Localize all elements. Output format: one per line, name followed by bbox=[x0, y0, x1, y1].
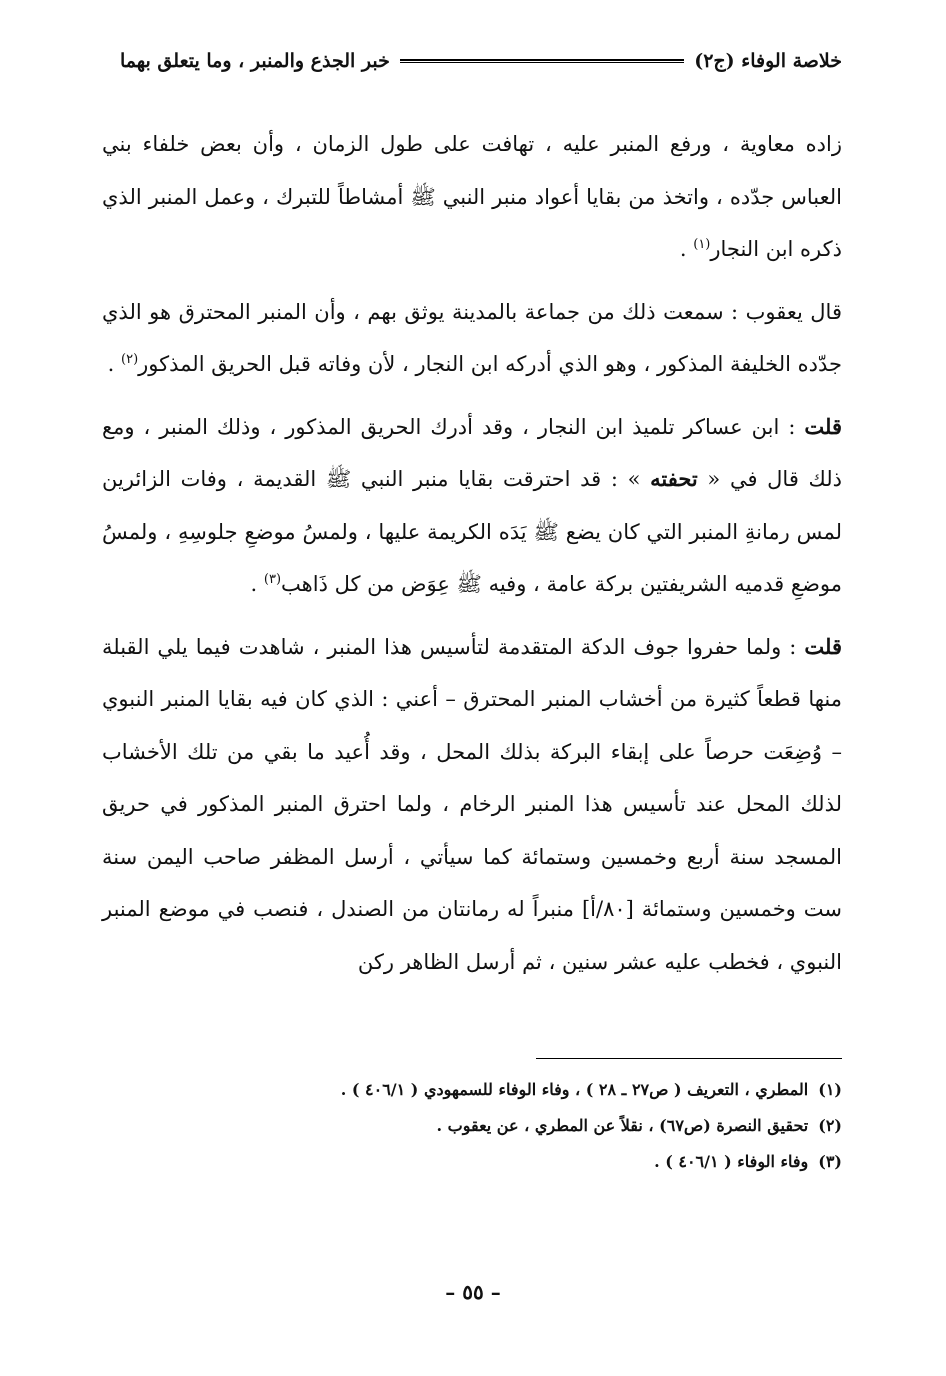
paragraph-tail: . bbox=[250, 572, 264, 596]
paragraph-1 bbox=[102, 118, 842, 276]
page-number: – ٥٥ – bbox=[445, 1280, 501, 1304]
header-rule bbox=[400, 59, 684, 63]
footnote-ref: (٢) bbox=[121, 352, 139, 367]
paragraph-2 bbox=[102, 286, 842, 391]
paragraph-lead: قلت bbox=[804, 413, 842, 439]
header-book-title: خلاصة الوفاء (ج٢) bbox=[694, 50, 842, 72]
header-chapter-title: خبر الجذع والمنبر ، وما يتعلق بهما bbox=[120, 50, 390, 72]
paragraph-tail: . bbox=[679, 237, 694, 261]
running-header bbox=[120, 44, 842, 78]
footnote-number: (٣) bbox=[818, 1152, 842, 1171]
footnote bbox=[102, 1108, 842, 1144]
footnote-number: (١) bbox=[818, 1080, 842, 1099]
book-title: تحفته bbox=[650, 466, 698, 491]
footnote-number: (٢) bbox=[818, 1116, 842, 1135]
footnote-separator bbox=[536, 1058, 842, 1059]
footnote-ref: (١) bbox=[693, 237, 711, 252]
paragraph-tail: . bbox=[107, 352, 121, 376]
paragraph-text: قال يعقوب : سمعت ذلك من جماعة بالمدينة يوثق بهم ، وأن المنبر المحترق هو الذي جدّده الخليفة المذكور ، وهو الذي أدركه ابن النجار ، لأن وفاته قبل الحريق المذكور bbox=[102, 299, 842, 376]
footnote-text: المطري ، التعريف ( ص٢٧ ـ ٢٨ ) ، وفاء الوفاء للسمهودي ( ٤٠٦/١ ) . bbox=[340, 1080, 809, 1099]
footnote-ref: (٣) bbox=[263, 572, 282, 587]
paragraph-text-continued: » : قد احترقت بقايا منبر النبي ﷺ القديمة ، وفات الزائرين لمس رمانةِ المنبر التي كان يضع ﷺ يَدَه الكريمة عليها ، ولمسُ موضعِ جلوسِهِ ، ولمسُ موضعِ قدميه الشريفتين بركة عامة ، وفيه ﷺ عِوَض من كل ذَاهب bbox=[102, 467, 842, 596]
paragraph-3 bbox=[102, 401, 842, 611]
footnote-text: وفاء الوفاء ( ٤٠٦/١ ) . bbox=[654, 1152, 809, 1171]
paragraph-text: زاده معاوية ، ورفع المنبر عليه ، تهافت على طول الزمان ، وأن بعض خلفاء بني العباس جدّده ، واتخذ من بقايا أعواد منبر النبي ﷺ أمشاطاً للتبرك ، وعمل المنبر الذي ذكره ابن النجار bbox=[102, 132, 842, 261]
paragraph-lead: قلت bbox=[804, 633, 842, 659]
paragraph-text: : ولما حفروا جوف الدكة المتقدمة لتأسيس هذا المنبر ، شاهدت فيما يلي القبلة منها قطعاً كثيرة من أخشاب المنبر المحترق – أعني : الذي كان فيه بقايا المنبر النبوي – وُضِعَت حرصاً على إبقاء البركة بذلك المحل ، وقد أُعيد ما بقي من تلك الأخشاب لذلك المحل عند تأسيس هذا المنبر الرخام ، ولما احترق المنبر المذكور في حريق المسجد سنة أربع وخمسين وستمائة كما سيأتي ، أرسل المظفر صاحب اليمن سنة ست وخمسين وستمائة [٨٠/أ] منبراً له رمانتان من الصندل ، فنصب في موضع المنبر النبوي ، فخطب عليه عشر سنين ، ثم أرسل الظاهر ركن bbox=[102, 634, 842, 974]
paragraph-text: : ابن عساكر تلميذ ابن النجار ، وقد أدرك الحريق المذكور ، وذلك المنبر ، ومع ذلك قال في « bbox=[102, 414, 842, 491]
footnote bbox=[102, 1144, 842, 1180]
footnotes bbox=[102, 1072, 842, 1180]
footnote-text: تحقيق النصرة (ص٦٧) ، نقلاً عن المطري ، عن يعقوب . bbox=[436, 1116, 809, 1135]
paragraph-4 bbox=[102, 621, 842, 989]
main-text bbox=[102, 118, 842, 988]
footnote bbox=[102, 1072, 842, 1108]
